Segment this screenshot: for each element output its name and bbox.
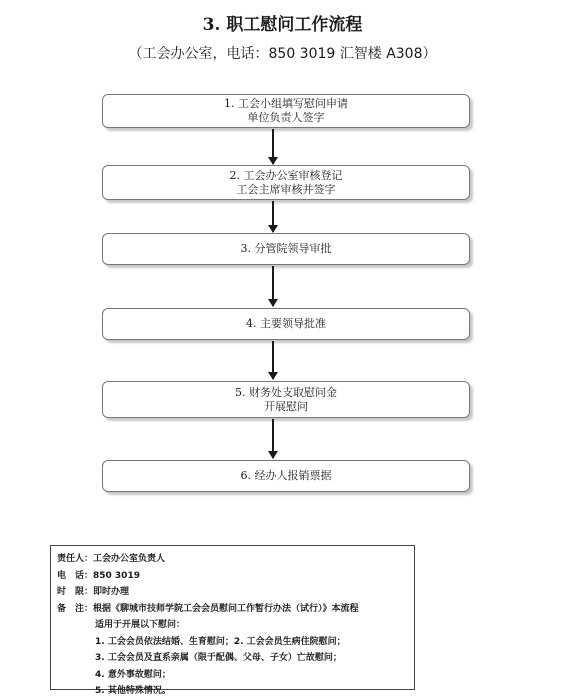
step-5-line-2: 开展慰问 xyxy=(264,399,308,413)
note-item-3: 4. 意外事故慰问； xyxy=(95,669,171,680)
step-3-line-1: 3. 分管院领导审批 xyxy=(240,242,332,255)
responsible-value: 工会办公室负责人 xyxy=(93,554,166,564)
flow-arrow-5 xyxy=(272,419,274,458)
phone-label: 电 话： xyxy=(57,570,94,581)
note-text-line-2: 适用于开展以下慰问： xyxy=(95,620,186,630)
time-limit-row xyxy=(57,584,408,601)
time-limit-value: 即时办理 xyxy=(93,587,130,597)
step-1-line-2: 单位负责人签字 xyxy=(247,111,325,124)
note-item-2: 3. 工会会员及直系亲属（限于配偶、父母、子女）亡故慰问； xyxy=(95,653,342,663)
flow-step-4 xyxy=(102,308,470,340)
responsible-row xyxy=(57,551,408,568)
flow-arrow-1 xyxy=(272,129,274,164)
note-text-line-1: 根据《聊城市技师学院工会会员慰问工作暂行办法（试行）》本流程 xyxy=(93,603,359,614)
note-item-4: 5. 其他特殊情况。 xyxy=(95,686,171,696)
flow-step-1 xyxy=(102,94,470,128)
flow-arrow-3 xyxy=(272,266,274,306)
step-2-line-2: 工会主席审核并签字 xyxy=(236,182,336,196)
note-label: 备 注： xyxy=(57,603,94,614)
time-limit-label: 时 限： xyxy=(57,587,94,597)
note-row xyxy=(57,601,408,618)
phone-row xyxy=(57,568,408,585)
page-title: 3. 职工慰问工作流程 xyxy=(202,15,363,35)
step-4-line-1: 4. 主要领导批准 xyxy=(246,317,326,330)
phone-value: 850 3019 xyxy=(93,570,140,581)
flow-step-5 xyxy=(102,381,470,418)
responsible-label: 责任人： xyxy=(57,554,94,564)
step-5-line-1: 5. 财务处支取慰问金 xyxy=(235,385,337,399)
step-2-line-1: 2. 工会办公室审核登记 xyxy=(229,168,343,182)
note-item-1: 1. 工会会员依法结婚、生育慰问；2. 工会会员生病住院慰问； xyxy=(95,636,346,647)
flow-step-3 xyxy=(102,233,470,265)
flow-arrow-4 xyxy=(272,341,274,379)
step-1-line-1: 1. 工会小组填写慰问申请 xyxy=(224,97,348,110)
flow-step-6 xyxy=(102,460,470,492)
responsibility-info-box xyxy=(50,545,415,696)
flow-arrow-2 xyxy=(272,201,274,232)
contact-subtitle: （工会办公室，电话：850 3019 汇智楼 A308） xyxy=(128,46,437,62)
flow-step-2 xyxy=(102,165,470,200)
step-6-line-1: 6. 经办人报销票据 xyxy=(240,469,332,482)
